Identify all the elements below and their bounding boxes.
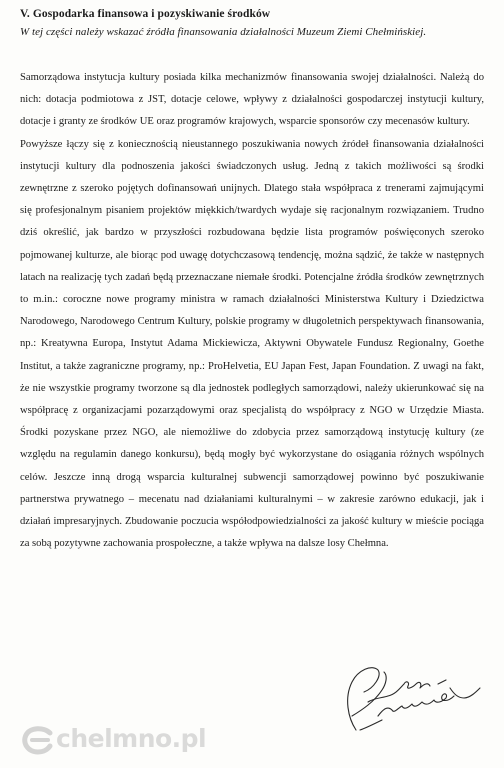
paragraph-1: Samorządowa instytucja kultury posiada kilka mechanizmów finansowania swojej działalności. Należą do nich: dotacja podmiotowa z JST, dotacje celowe, wpływy z działalności gospodarczej instytucji kultury, dotacje i granty ze środków UE oraz programów krajowych, wsparcie sponsorów czy mecenasów kultury. xyxy=(20,72,484,128)
handwritten-signature xyxy=(338,658,488,738)
paragraph-2: Powyższe łączy się z koniecznością nieustannego poszukiwania nowych źródeł finansowania działalności instytucji kultury dla podnoszenia jakości świadczonych usług. Jedną z takich możliwości są środki zewnętrzne z szeroko pojętych dofinansowań unijnych. Dlatego stała współpraca z trenerami zajmującymi się profesjonalnym pisaniem projektów miękkich/twardych wydaje się racjonalnym rozwiązaniem. Trudno dziś określić, jak bardzo w przyszłości rozbudowana będzie lista programów poświęconych szeroko pojmowanej kulturze, ale biorąc pod uwagę dotychczasową tendencję, można sądzić, że także w następnych latach na realizację tych zadań będą przeznaczane niemałe środki. Potencjalne źródła środków zewnętrznych to m.in.: coroczne nowe programy ministra w ramach działalności Ministerstwa Kultury i Dziedzictwa Narodowego, Narodowego Centrum Kultury, polskie programy w długoletnich perspektywach finansowania, np.: Kreatywna Europa, Instytut Adama Mickiewicza, Aktywni Obywatele Fundusz Regionalny, Goethe Institut, a także zagraniczne programy, np.: ProHelvetia, EU Japan Fest, Japan Foundation. Z uwagi na fakt, że nie wszystkie programy tworzone są dla jednostek podległych samorządowi, należy ukierunkować się na współpracę z organizacjami pozarządowymi oraz specjalistą do współpracy z NGO w Urzędzie Miasta. Środki pozyskane przez NGO, ale niemożliwe do zdobycia przez samorządową instytucję kultury (ze względu na regulamin danego konkursu), będą mogły być wykorzystane do osiągania różnych wspólnych celów. Jeszcze inną drogą wsparcia kulturalnej subwencji samorządowej powinno być poszukiwanie partnerstwa prywatnego – mecenatu nad działaniami kulturalnymi – w zakresie zarówno edukacji, jak i działań impresaryjnych. Zbudowanie poczucia współodpowiedzialności za jakość kultury w mieście pociąga za sobą pozytywne zachowania prospołeczne, a także wpływa na dalsze losy Chełmna. xyxy=(20,138,484,550)
watermark-text: chelmno.pl xyxy=(56,724,207,753)
chelmno-watermark xyxy=(0,722,210,760)
body-text xyxy=(20,67,484,555)
section-instruction: W tej części należy wskazać źródła finansowania działalności Muzeum Ziemi Chełmińskiej. xyxy=(20,26,427,38)
section-heading: V. Gospodarka finansowa i pozyskiwanie środków xyxy=(20,8,271,20)
chelmno-logo-icon xyxy=(18,725,58,755)
